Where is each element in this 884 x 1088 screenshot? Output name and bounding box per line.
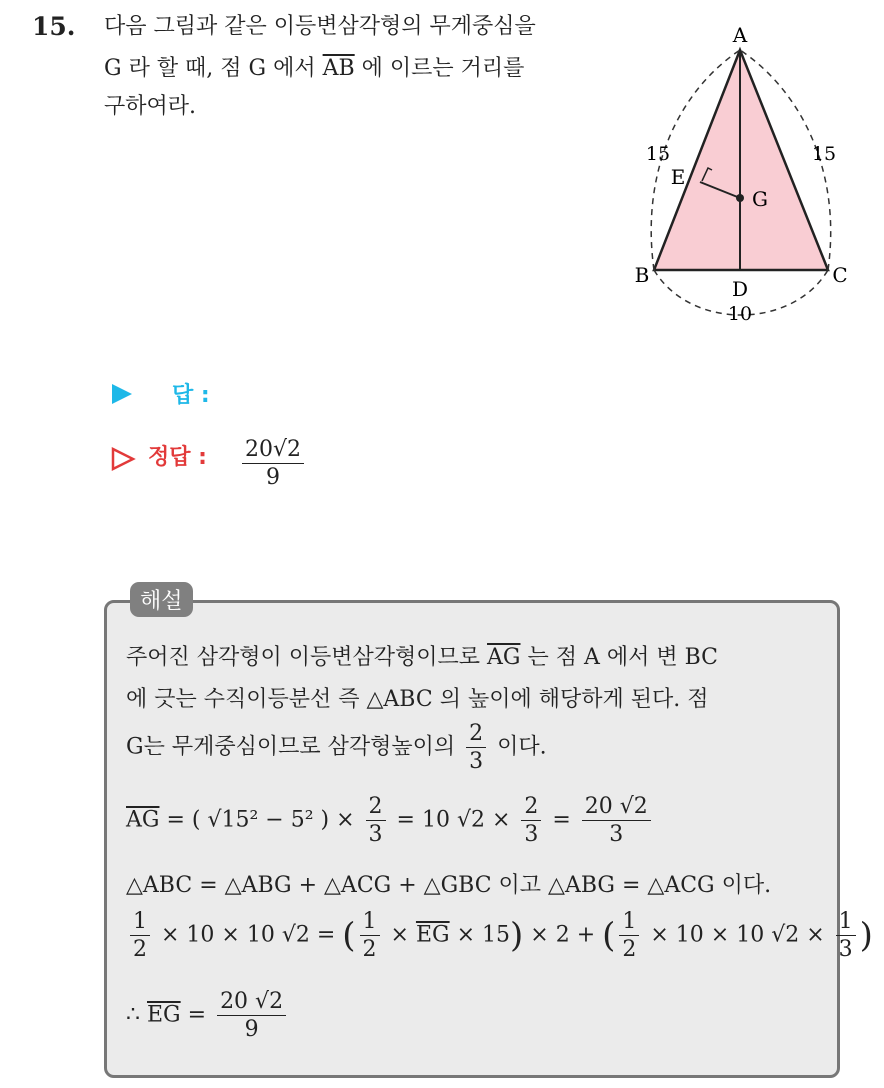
correct-answer-label: 정답 : bbox=[148, 445, 207, 470]
correct-answer-icon bbox=[110, 446, 136, 476]
question-line-1: 다음 그림과 같은 이등변삼각형의 무게중심을 bbox=[104, 14, 536, 39]
answer-marker-icon bbox=[110, 382, 134, 410]
label-base-bc: 10 bbox=[727, 303, 753, 325]
solution-eq-3: $\frac{1}{2}$ × 10 × 10 √2 = ( $\frac{1}{2}$ × $\overline{EG} \times 15) \times 2$ + ( $\frac{1}{2}$ × 10 × 10 √2 × $\frac{1}{3}$ ) bbox=[126, 910, 873, 961]
question-line-3: 구하여라. bbox=[104, 94, 197, 119]
solution-eq-4: ∴ $\overline{EG}$ = $\frac{20 √2}{9}$ bbox=[126, 990, 290, 1041]
solution-line-3: G는 무게중심이므로 삼각형높이의 $\frac{2}{3}$ 이다. bbox=[126, 721, 547, 775]
label-b: B bbox=[634, 263, 650, 287]
solution-line-1: 주어진 삼각형이 이등변삼각형이므로 $\overline{AG}$ 는 점 A 에서 변 BC bbox=[126, 645, 718, 670]
label-g: G bbox=[752, 187, 768, 211]
label-e: E bbox=[670, 165, 686, 189]
label-side-ac: 15 bbox=[811, 143, 837, 165]
solution-eq-2: △ABC = △ABG + △ACG + △GBC 이고 △ABG = △ACG 이다. bbox=[126, 873, 772, 898]
correct-answer-value: $\frac{20√2}{9}$ bbox=[238, 438, 308, 489]
solution-eq-1: $\overline{AG}$ = ( √15² − 5² ) × $\frac{2}{3}$ = 10 √2 × $\frac{2}{3}$ = $\frac{20 √2}{3}$ bbox=[126, 795, 655, 846]
centroid-point bbox=[736, 194, 744, 202]
question-line-2: G 라 할 때, 점 G 에서 $\overline{AB}$ 에 이르는 거리를 bbox=[104, 56, 525, 81]
label-side-ab: 15 bbox=[645, 143, 671, 165]
solution-tag: 해설 bbox=[130, 582, 193, 617]
triangle-figure bbox=[620, 20, 860, 330]
label-d: D bbox=[731, 277, 749, 301]
label-c: C bbox=[832, 263, 848, 287]
label-a: A bbox=[732, 23, 748, 47]
segment-ab: $\overline{AB}$ bbox=[322, 56, 355, 81]
solution-line-2: 에 긋는 수직이등분선 즉 △ABC 의 높이에 해당하게 된다. 점 bbox=[126, 687, 709, 712]
answer-label: 답 : bbox=[172, 383, 210, 408]
question-number: 15. bbox=[32, 12, 76, 41]
